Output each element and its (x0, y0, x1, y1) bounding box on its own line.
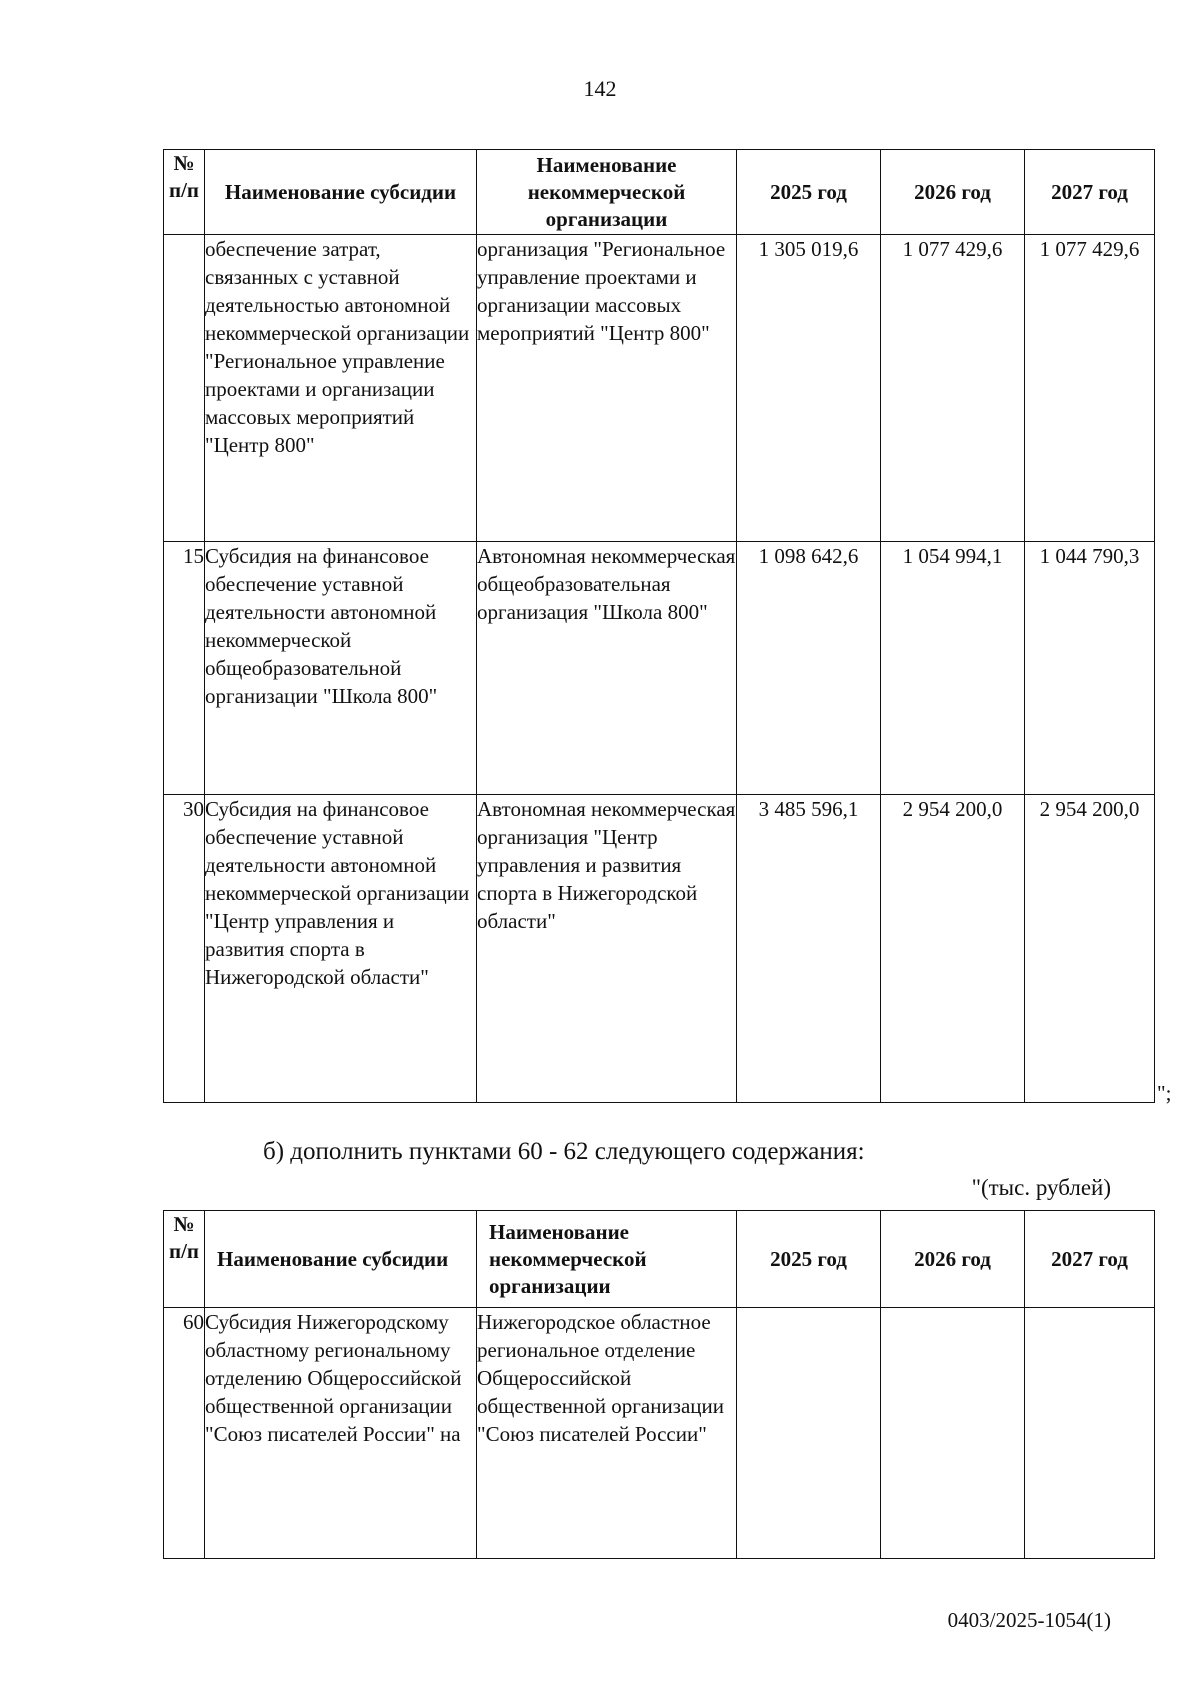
row-2026: 2 954 200,0 (881, 795, 1025, 1103)
row-2025: 1 098 642,6 (737, 542, 881, 795)
row-2025: 3 485 596,1 (737, 795, 881, 1103)
row-subsidy: Субсидия на финансовое обеспечение уставной деятельности автономной некоммерческой организации "Центр управления и развития спорта в Нижегородской области" (205, 795, 477, 1103)
header-org: Наименование некоммерческой организации (477, 150, 737, 235)
table-header-row (164, 150, 1155, 235)
row-2027: 1 077 429,6 (1025, 235, 1155, 542)
header-2025: 2025 год (737, 1211, 881, 1308)
row-2027 (1025, 1308, 1155, 1559)
row-org: Автономная некоммерческая общеобразовательная организация "Школа 800" (477, 542, 737, 795)
header-subsidy: Наименование субсидии (205, 150, 477, 235)
row-num (164, 235, 205, 542)
row-2027: 2 954 200,0 (1025, 795, 1155, 1103)
page-number: 142 (583, 76, 617, 101)
row-org: Нижегородское областное региональное отделение Общероссийской общественной организации "Союз писателей России" (477, 1308, 737, 1559)
row-org: Автономная некоммерческая организация "Центр управления и развития спорта в Нижегородской области" (477, 795, 737, 1103)
row-org: организация "Региональное управление проектами и организации массовых мероприятий "Центр 800" (477, 235, 737, 542)
header-2027: 2027 год (1025, 150, 1155, 235)
row-2026 (881, 1308, 1025, 1559)
header-2026: 2026 год (881, 1211, 1025, 1308)
header-subsidy: Наименование субсидии (205, 1211, 477, 1308)
closing-quote-mark: "; (1157, 1081, 1172, 1105)
subsidy-table (163, 149, 1155, 1103)
table-row (164, 1308, 1155, 1559)
table-row (164, 795, 1155, 1103)
row-subsidy: Субсидия Нижегородскому областному региональному отделению Общероссийской общественной организации "Союз писателей России" на (205, 1308, 477, 1559)
document-code: 0403/2025-1054(1) (947, 1608, 1111, 1632)
row-num: 60 (164, 1308, 205, 1559)
header-num: № п/п (164, 1211, 205, 1308)
header-org: Наименование некоммерческой организации (477, 1211, 737, 1308)
table-header-row (164, 1211, 1155, 1308)
row-num: 15 (164, 542, 205, 795)
row-num: 30 (164, 795, 205, 1103)
unit-label: "(тыс. рублей) (971, 1175, 1111, 1200)
header-2025: 2025 год (737, 150, 881, 235)
row-2027: 1 044 790,3 (1025, 542, 1155, 795)
header-2026: 2026 год (881, 150, 1025, 235)
table-row (164, 235, 1155, 542)
header-2027: 2027 год (1025, 1211, 1155, 1308)
subsidy-table-additions (163, 1210, 1155, 1559)
header-num: № п/п (164, 150, 205, 235)
row-2025: 1 305 019,6 (737, 235, 881, 542)
row-subsidy: Субсидия на финансовое обеспечение уставной деятельности автономной некоммерческой общеобразовательной организации "Школа 800" (205, 542, 477, 795)
row-2025 (737, 1308, 881, 1559)
row-subsidy: обеспечение затрат, связанных с уставной деятельностью автономной некоммерческой организации "Региональное управление проектами и организации массовых мероприятий "Центр 800" (205, 235, 477, 542)
row-2026: 1 077 429,6 (881, 235, 1025, 542)
amendment-paragraph: б) дополнить пунктами 60 - 62 следующего содержания: (263, 1138, 865, 1165)
row-2026: 1 054 994,1 (881, 542, 1025, 795)
table-row (164, 542, 1155, 795)
